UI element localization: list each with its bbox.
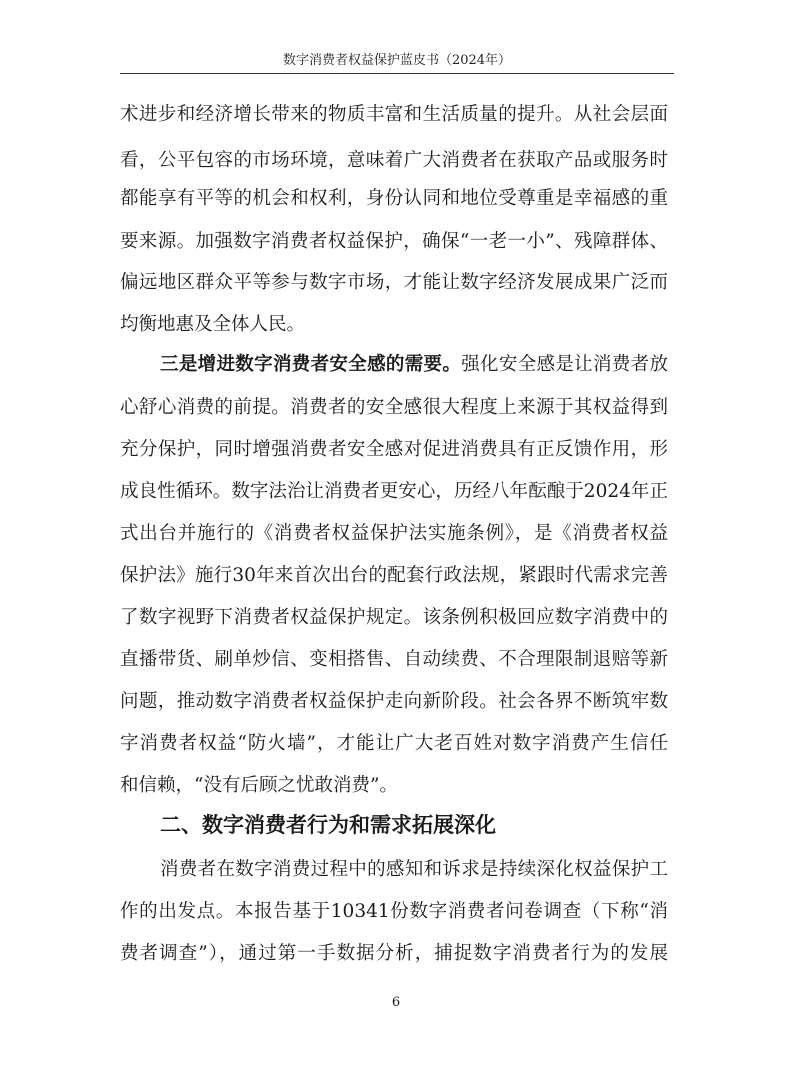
body-line: 和信赖，“没有后顾之忧敢消费”。 [120, 775, 398, 796]
section-heading: 二、数字消费者行为和需求拓展深化 [160, 813, 496, 837]
body-line: 都能享有平等的机会和权利，身份认同和地位受尊重是幸福感的重 [120, 188, 668, 209]
body-line: 充分保护，同时增强消费者安全感对促进消费具有正反馈作用，形 [120, 439, 668, 460]
body-line: 字消费者权益“防火墙”，才能让广大老百姓对数字消费产生信任 [120, 733, 668, 754]
body-line: 要来源。加强数字消费者权益保护，确保“一老一小”、残障群体、 [120, 231, 668, 252]
body-line: 费者调查”），通过第一手数据分析，捕捉数字消费者行为的发展 [120, 943, 668, 964]
header-rule [120, 73, 674, 74]
body-line: 消费者在数字消费过程中的感知和诉求是持续深化权益保护工 [160, 859, 668, 880]
body-line: 均衡地惠及全体人民。 [120, 314, 306, 335]
body-line: 偏远地区群众平等参与数字市场，才能让数字经济发展成果广泛而 [120, 272, 668, 293]
body-line: 了数字视野下消费者权益保护规定。该条例积极回应数字消费中的 [120, 607, 668, 628]
body-line: 保护法》施行30年来首次出台的配套行政法规，紧跟时代需求完善 [120, 565, 668, 586]
body-line: 心舒心消费的前提。消费者的安全感很大程度上来源于其权益得到 [120, 397, 668, 418]
page-number: 6 [391, 995, 401, 1010]
body-line: 直播带货、刷单炒信、变相搭售、自动续费、不合理限制退赔等新 [120, 649, 668, 670]
body-line: 成良性循环。数字法治让消费者更安心，历经八年酝酿于2024年正 [120, 481, 668, 502]
body-line: 术进步和经济增长带来的物质丰富和生活质量的提升。从社会层面 [120, 104, 668, 125]
body-line [160, 350, 668, 380]
body-line: 作的出发点。本报告基于10341份数字消费者问卷调查（下称“消 [120, 901, 668, 922]
running-header: 数字消费者权益保护蓝皮书（2024年） [282, 53, 512, 68]
body-line: 问题，推动数字消费者权益保护走向新阶段。社会各界不断筑牢数 [120, 691, 668, 712]
body-line: 看，公平包容的市场环境，意味着广大消费者在获取产品或服务时 [120, 150, 668, 171]
para-lead-bold: 三是增进数字消费者安全感的需要。 [160, 354, 462, 375]
body-line: 式出台并施行的《消费者权益保护法实施条例》，是《消费者权益 [120, 523, 668, 544]
para-lead-rest: 强化安全感是让消费者放 [461, 354, 668, 375]
